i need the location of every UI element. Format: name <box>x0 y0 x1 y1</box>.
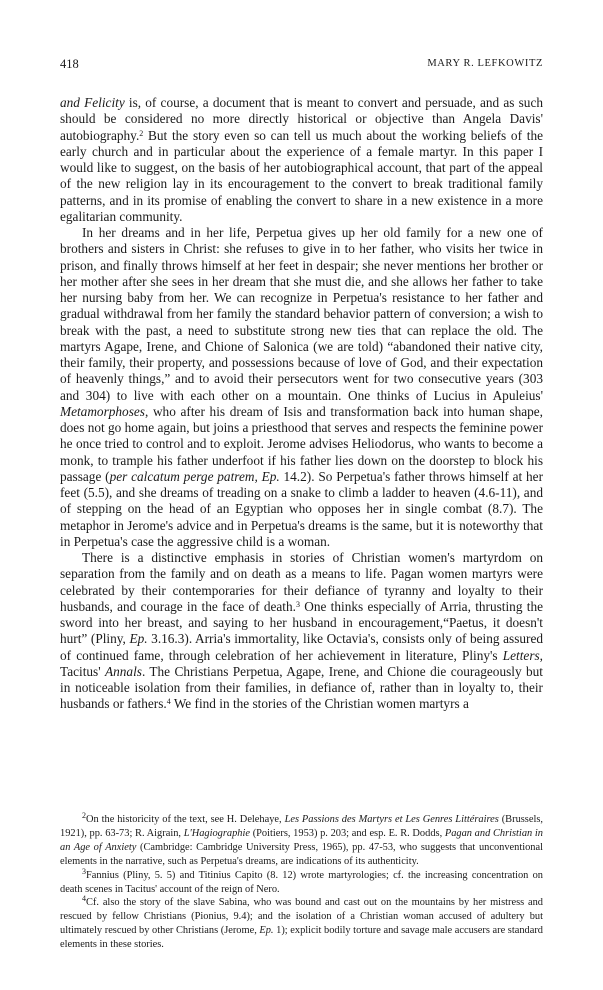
paragraph-text: In her dreams and in her life, Perpetua gives up her old family for a new one of brothers and sisters in Christ: she refuses to give in to her father, who visits her twice in prison, and finally throws himself at her feet in despair; she never mentions her brother or her mother after she sees in her dream that she must die, and she allows her father to take her nursing baby from her. We can recognize in Perpetua's resistance to her father and gradual withdrawal from her family the standard behavior pattern of conversion; a wish to break with the past, a need to substitute strong new ties that can replace the old. The martyrs Agape, Irene, and Chione of Salonica (we are told) “abandoned their native city, their family, their property, and possessions because of love of God, and their expectation of heavenly things,” and to avoid their persecutors went for two consecutive years (303 and 304) to live with each other on a mountain. One thinks of Lucius in Apuleius' <box>60 225 543 403</box>
footnote-text: Cf. also the story of the slave Sabina, who was bound and cast out on the mountains by her mistress and rescued by fellow Christians (Pionius, 9.4); and the isolation of a Christian woman accused of adultery but ultimately rescued by other Christians (Jerome, <box>60 897 543 937</box>
footnote-4 <box>60 896 543 952</box>
italic-text: Letters <box>502 647 540 663</box>
paragraph-text: But the story even so can tell us much about the working beliefs of the early church and in particular about the experience of a female martyr. In this paper I would like to suggest, on the basis of her autobiographical account, that part of the appeal of the new religion lay in its encouragement to the convert to break traditional family patterns, and in its promise of enabling the convert to share in a new existence in a more egalitarian community. <box>60 127 543 224</box>
footnote-marker: 3 <box>82 866 86 876</box>
paragraph-2 <box>60 225 543 550</box>
footnote-marker: 4 <box>82 894 86 904</box>
footnote-text: (Poitiers, 1953) p. 203; and esp. E. R. Dodds, <box>250 827 445 839</box>
main-text <box>60 95 543 713</box>
italic-text: Pagan and Christian in an Age of Anxiety <box>60 827 543 853</box>
footnote-2 <box>60 813 543 869</box>
paragraph-text: One thinks especially of Arria, thrusting the sword into her breast, and saying to her husband in encouragement,“Paetus, it doesn't hurt” (Pliny, <box>60 598 543 647</box>
running-header <box>60 56 543 72</box>
footnote-ref-2: 2 <box>139 128 144 138</box>
footnote-text: Fannius (Pliny, 5. 5) and Titinius Capito (8. 12) wrote martyrologies; cf. the increasing concentration on death scenes in Tacitus' account of the reign of Nero. <box>60 869 543 895</box>
paragraph-3 <box>60 550 543 713</box>
footnote-ref-4: 4 <box>166 697 171 707</box>
footnote-text: (Brussels, 1921), pp. 63-73; R. Aigrain, <box>60 814 543 839</box>
italic-text: Ep. <box>259 925 274 937</box>
paragraph-text: , Tacitus' <box>60 647 543 679</box>
italic-text: and Felicity <box>60 95 125 110</box>
footnote-text: 1); explicit bodily torture and savage male accusers are standard elements in these stories. <box>60 925 544 951</box>
footnotes <box>60 813 543 952</box>
italic-text: Annals <box>105 663 142 679</box>
italic-text: Metamorphoses <box>60 403 145 419</box>
footnote-ref-3: 3 <box>295 599 300 609</box>
paragraph-text: 3.16.3). Arria's immortality, like Octavia's, consists only of being assured of continued fame, through celebration of her achievement in literature, Pliny's <box>60 631 543 663</box>
footnote-marker: 2 <box>82 811 86 820</box>
paragraph-text: There is a distinctive emphasis in stories of Christian women's martyrdom on separation from the family and on death as a means to life. Pagan women martyrs were celebrated by their contemporaries for their defiance of tyranny and loyalty to their husbands, and courage in the face of death. <box>60 550 543 614</box>
paragraph-text: , who after his dream of Isis and transformation back into human shape, does not go home again, but joins a priesthood that serves and respects the feminine power he once tried to control and to exploit. Jerome advises Heliodorus, who wants to become a monk, to trample his father underfoot if his father lies down on the doorstep to block his passage ( <box>60 403 543 484</box>
footnote-3 <box>60 866 543 897</box>
paragraph-text: We find in the stories of the Christian women martyrs a <box>170 696 469 712</box>
italic-text: Les Passions des Martyrs et Les Genres Littéraires <box>284 814 499 825</box>
footnote-text: (Cambridge: Cambridge University Press, 1965), pp. 47-53, who suggests that unconventional elements in the narrative, such as Perpetua's dreams, are indications of its authenticity. <box>60 841 544 867</box>
paragraph-text: 14.2). So Perpetua's father throws himself at her feet (5.5), and she dreams of treading on a snake to climb a ladder to heaven (4.6-11), and of stepping on the head of an Egyptian who opposes her in single combat (8.7). The metaphor in Jerome's advice and in Perpetua's dreams is the same, but it is noteworthy that in Perpetua's case the aggressive child is a woman. <box>60 468 543 549</box>
paragraph-1 <box>60 95 543 225</box>
italic-text: per calcatum perge patrem, Ep. <box>109 468 280 484</box>
footnote-text: On the historicity of the text, see H. Delehaye, <box>86 814 285 825</box>
page-number: 418 <box>60 57 79 71</box>
paragraph-text: . The Christians Perpetua, Agape, Irene, and Chione die courageously but in noticeable isolation from their families, in defiance of, rather than in loyalty to, their husbands or fathers. <box>60 663 543 712</box>
italic-text: Ep. <box>129 631 148 647</box>
running-head-author: MARY R. LEFKOWITZ <box>427 58 543 69</box>
paragraph-text: is, of course, a document that is meant to convert and persuade, and as such should be considered no more directly historical or objective than Angela Davis' autobiography. <box>60 95 543 143</box>
italic-text: L'Hagiographie <box>183 827 250 839</box>
